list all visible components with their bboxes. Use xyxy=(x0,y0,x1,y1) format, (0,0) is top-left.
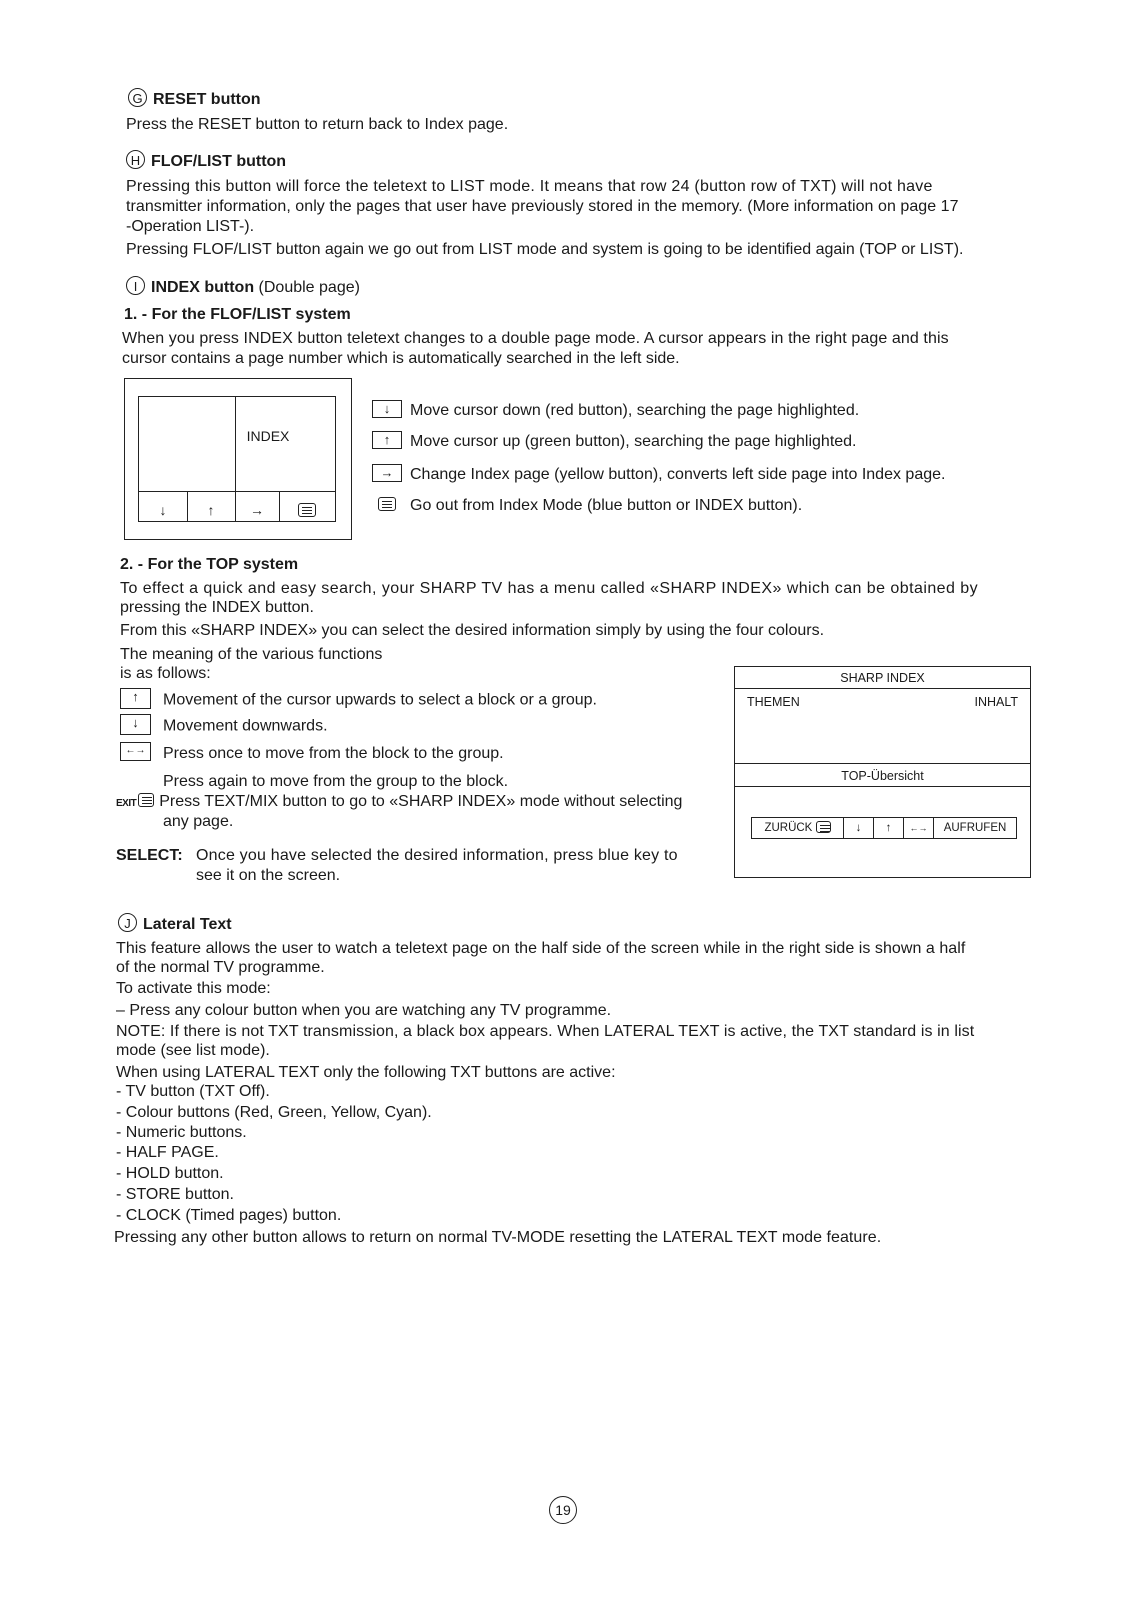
index-subheading-flof: 1. - For the FLOF/LIST system xyxy=(124,306,351,323)
footer-divider-top xyxy=(735,763,1030,764)
sharp-index-title: SHARP INDEX xyxy=(840,671,925,685)
book-icon xyxy=(816,821,831,833)
flof-line: Pressing this button will force the teletext to LIST mode. It means that row 24 (button row of TXT) will not have xyxy=(126,178,933,195)
select-label: SELECT: xyxy=(116,847,183,864)
lateral-line: – Press any colour button when you are watching any TV programme. xyxy=(116,1002,612,1019)
lateral-line: - CLOCK (Timed pages) button. xyxy=(116,1207,342,1224)
lateral-line: - STORE button. xyxy=(116,1186,234,1203)
top-line: pressing the INDEX button. xyxy=(120,599,314,616)
book-icon xyxy=(138,793,154,807)
lateral-line: - TV button (TXT Off). xyxy=(116,1083,270,1100)
index-line: When you press INDEX button teletext changes to a double page mode. A cursor appears in the right page and this xyxy=(122,330,949,347)
select-line1: Once you have selected the desired information, press blue key to xyxy=(196,847,678,864)
right-arrow-icon: → xyxy=(250,502,264,518)
up-arrow-icon: ↑ xyxy=(207,502,215,518)
index-heading: I INDEX button (Double page) xyxy=(126,278,360,298)
left-right-key-icon: ←→ xyxy=(120,742,151,761)
top-line: The meaning of the various functions xyxy=(120,646,383,663)
sharp-button-row xyxy=(751,817,1017,839)
top-key-down: ↓ Movement downwards. xyxy=(120,716,328,737)
left-right-button: ←→ xyxy=(904,818,934,838)
reset-heading: G RESET button xyxy=(128,90,261,110)
select-line2: see it on the screen. xyxy=(196,867,341,884)
index-subheading-top: 2. - For the TOP system xyxy=(120,556,299,573)
marker-g-icon: G xyxy=(128,88,147,107)
index-line: cursor contains a page number which is automatically searched in the left side. xyxy=(122,350,680,367)
back-button: ZURÜCK xyxy=(752,818,844,838)
lateral-heading: J Lateral Text xyxy=(118,915,232,935)
down-button: ↓ xyxy=(844,818,874,838)
button-row-divider xyxy=(139,491,335,492)
lateral-line: - Numeric buttons. xyxy=(116,1124,247,1141)
lateral-line: mode (see list mode). xyxy=(116,1042,270,1059)
lateral-line: Pressing any other button allows to return on normal TV-MODE resetting the LATERAL TEXT mode feature. xyxy=(114,1229,882,1246)
exit-label: EXIT xyxy=(116,798,137,809)
press-again-text: Press again to move from the group to the block. xyxy=(163,773,509,790)
down-key-icon: ↓ xyxy=(372,400,402,418)
down-key-icon: ↓ xyxy=(120,714,151,735)
key-desc-exit: Go out from Index Mode (blue button or INDEX button). xyxy=(378,496,802,516)
inhalt-label: INHALT xyxy=(974,695,1018,709)
call-button: AUFRUFEN xyxy=(943,822,1007,834)
flof-line: Pressing FLOF/LIST button again we go out from LIST mode and system is going to be identified again (TOP or LIST). xyxy=(126,241,964,258)
flof-heading: H FLOF/LIST button xyxy=(126,152,286,172)
key-desc-up: ↑ Move cursor up (green button), searching the page highlighted. xyxy=(372,432,857,452)
lateral-line: To activate this mode: xyxy=(116,980,271,997)
marker-h-icon: H xyxy=(126,150,145,169)
right-key-icon: → xyxy=(372,464,402,482)
lateral-line: - HALF PAGE. xyxy=(116,1144,219,1161)
key-desc-right: → Change Index page (yellow button), converts left side page into Index page. xyxy=(372,465,945,485)
top-key-up: ↑ Movement of the cursor upwards to select a block or a group. xyxy=(120,690,597,711)
top-uebersicht-label: TOP-Übersicht xyxy=(841,769,924,783)
flof-line: -Operation LIST-). xyxy=(126,218,255,235)
page-number: 19 xyxy=(549,1496,577,1524)
lateral-line: - HOLD button. xyxy=(116,1165,224,1182)
up-button: ↑ xyxy=(874,818,904,838)
top-line: To effect a quick and easy search, your SHARP TV has a menu called «SHARP INDEX» which can be obtained by xyxy=(120,580,979,597)
down-arrow-icon: ↓ xyxy=(159,502,167,518)
sharp-index-diagram xyxy=(734,666,1031,878)
top-key-leftright: ←→ Press once to move from the block to the group. xyxy=(120,744,504,764)
book-icon xyxy=(378,497,396,511)
exit-line2: any page. xyxy=(163,813,234,830)
title-divider xyxy=(735,688,1030,689)
lateral-line: This feature allows the user to watch a teletext page on the half side of the screen while in the right side is shown a half xyxy=(116,940,966,957)
footer-divider-bottom xyxy=(735,786,1030,787)
top-line: From this «SHARP INDEX» you can select the desired information simply by using the four colours. xyxy=(120,622,825,639)
exit-line: EXIT Press TEXT/MIX button to go to «SHARP INDEX» mode without selecting xyxy=(116,793,683,810)
lateral-line: of the normal TV programme. xyxy=(116,959,325,976)
themen-label: THEMEN xyxy=(747,695,800,709)
reset-text: Press the RESET button to return back to Index page. xyxy=(126,116,509,133)
up-key-icon: ↑ xyxy=(120,688,151,709)
double-page-screen xyxy=(138,396,336,522)
lateral-line: - Colour buttons (Red, Green, Yellow, Cyan). xyxy=(116,1104,432,1121)
up-key-icon: ↑ xyxy=(372,431,402,449)
top-line: is as follows: xyxy=(120,665,211,682)
marker-j-icon: J xyxy=(118,913,137,932)
marker-i-icon: I xyxy=(126,276,145,295)
lateral-line: NOTE: If there is not TXT transmission, a black box appears. When LATERAL TEXT is active, the TXT standard is in list xyxy=(116,1023,975,1040)
flof-line: transmitter information, only the pages that user have previously stored in the memory. (More information on page 17 xyxy=(126,198,959,215)
key-desc-down: ↓ Move cursor down (red button), searching the page highlighted. xyxy=(372,401,859,421)
index-label: INDEX xyxy=(246,428,290,444)
lateral-line: When using LATERAL TEXT only the following TXT buttons are active: xyxy=(116,1064,616,1081)
index-book-icon xyxy=(279,499,335,519)
